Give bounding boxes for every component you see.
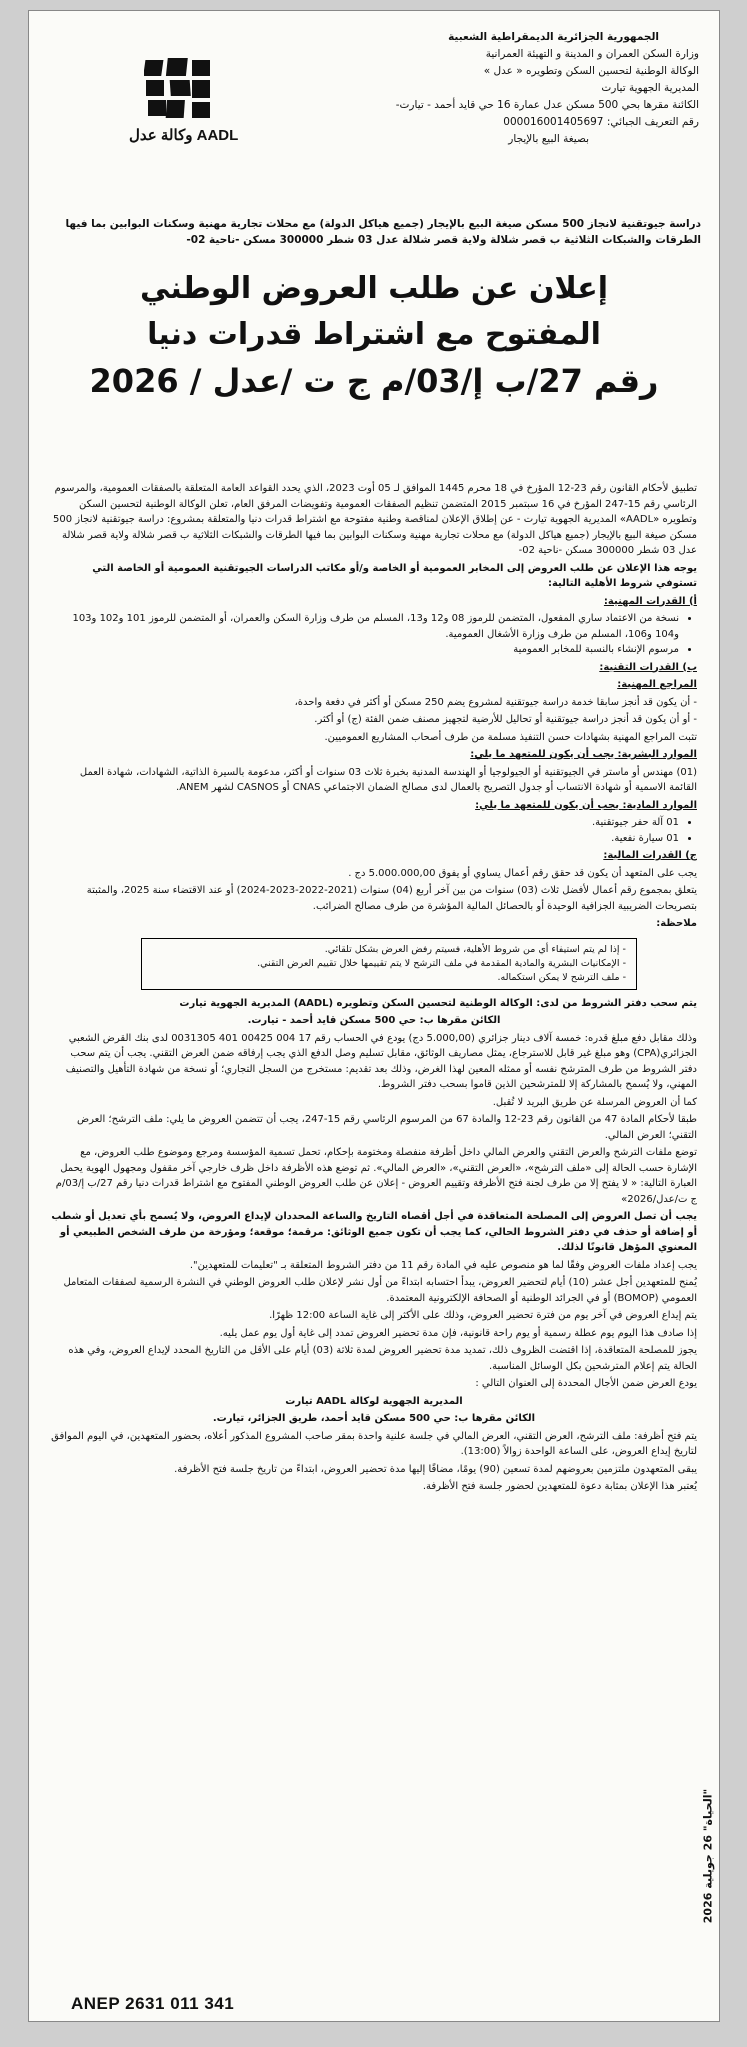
list-item: • 01 سيارة نفعية. <box>51 831 679 847</box>
section-heading: ج) القدرات المالية: <box>603 850 697 861</box>
header-block <box>259 29 699 148</box>
header-line: وزارة السكن العمران و المدينة و التهيئة العمرانية <box>485 48 699 60</box>
paragraph: يجب على المتعهد أن يكون قد حقق رقم أعمال يساوي أو يفوق 5.000.000,00 دج . <box>348 867 697 879</box>
header-line: الجمهورية الجزائرية الديمقراطية الشعبية <box>448 31 659 43</box>
paragraph: إذا صادف هذا اليوم يوم عطلة رسمية أو يوم راحة قانونية، فإن مدة تحضير العروض تمدد إلى غاية أول يوم عمل يليه. <box>219 1327 697 1339</box>
list-item: • نسخة من الاعتماد ساري المفعول، المتضمن للرموز 08 و12 و13، المسلم من طرف وزارة السكن والعمران، أو المتضمن للرموز 101 و102 و103 و104 و106، المسلم من طرف وزارة الأشغال العمومية. <box>51 611 679 642</box>
paragraph: توضع ملفات الترشح والعرض التقني والعرض المالي داخل أظرفة منفصلة ومختومة بإحكام، تحمل تسمية المؤسسة ومرجع وموضوع طلب العروض، مع الإشارة حسب الحالة إلى «ملف الترشح»، «العرض التقني»، «العرض المالي». ثم توضع هذه الأظرفة داخل ظرف خارجي آخر مقفول ومجهول الهوية يحمل العبارة التالية: « لا يفتح إلا من طرف لجنة فتح الأظرفة وتقييم العروض - إعلان عن طلب العروض الوطني المفتوح مع اشتراط قدرات دنيا رقم 27/ب إ/03/م ج ت/عدل/2026» <box>55 1147 697 1205</box>
sub-heading: المراجع المهنية: <box>617 679 697 690</box>
sub-heading: الموارد المادية: يجب أن يكون للمتعهد ما يلي: <box>475 799 697 811</box>
subject-text: دراسة جيوتقنية لانجاز 500 مسكن صيغة البيع بالإيجار (جميع هياكل الدولة) مع محلات تجارية مهنية وسكنات البوابين بما فيها الطرقات والشبكات الثلاثية ب قصر شلالة ولاية قصر شلالة عدل 03 شطر 300000 مسكن -ناحية 02- <box>65 218 701 246</box>
paragraph: وذلك مقابل دفع مبلغ قدره: خمسة آلاف دينار جزائري (5.000,00 دج) يودع في الحساب رقم 17 004 00425 401 0031305 لدى بنك القرض الشعبي الجزائري(CPA) وهو مبلغ غير قابل للاسترجاع، يمثل مصاريف الوثائق، مقابل تسليم وصل الدفع الذي يجب إرفاقه ضمن العرض التقني. يجب أن يتم سحب دفتر الشروط من طرف المترشح نفسه أو ممثله المعين لهذا الغرض، وذلك بعد تقديم: مستخرج من السجل التجاري؛ أو نسخة من شهادة التأهيل والتصنيف المهني، ولا يُسمح بالمشاركة إلا للمترشحين الذين قاموا بسحب دفتر الشروط. <box>65 1032 697 1090</box>
notice-box <box>141 938 637 990</box>
header-line: الكائنة مقرها بحي 500 مسكن عدل عمارة 16 حي قايد أحمد - تيارت- <box>395 99 699 111</box>
newspaper-page <box>28 10 720 2022</box>
paragraph: كما أن العروض المرسلة عن طريق البريد لا تُقبل. <box>492 1096 697 1108</box>
paragraph: (01) مهندس أو ماستر في الجيوتقنية أو الجيولوجيا أو الهندسة المدنية بخبرة ثلاث 03 سنوات أو أكثر، مدعومة بالسيرة الذاتية، الشهادات، شهادة العمل القائمة الاسمية أو شهادة الانتساب أو جدول التصريح بالعمال لدى مصالح الضمان الاجتماعي CNAS أو CASNOS لشهر ANEM. <box>79 766 697 793</box>
section-heading: أ) القدرات المهنية: <box>603 595 697 607</box>
paragraph: يبقى المتعهدون ملتزمين بعروضهم لمدة تسعين (90) يومًا، مضافًا إليها مدة تحضير العروض، ابتداءً من تاريخ جلسة فتح الأظرفة. <box>174 1463 697 1475</box>
paragraph: طبقا لأحكام المادة 47 من القانون رقم 23-12 والمادة 67 من المرسوم الرئاسي رقم 15-247، يجب أن تتضمن العروض ما يلي: ملف الترشح؛ العرض التقني؛ العرض المالي. <box>76 1114 697 1141</box>
notice-line: - ملف الترشح لا يمكن استكماله. <box>497 971 626 983</box>
announcement-title <box>49 266 699 404</box>
header-line: رقم التعريف الجبائي: 000016001405697 <box>503 116 699 128</box>
paragraph: يوجه هذا الإعلان عن طلب العروض إلى المخابر العمومية أو الخاصة و/أو مكاتب الدراسات الجيوتقنية العمومية أو الخاصة التي تستوفي شروط الأهلية التالية: <box>92 562 697 589</box>
announcement-body <box>51 481 697 1497</box>
paragraph: يتعلق بمجموع رقم أعمال لأفضل ثلاث (03) سنوات من بين آخر أربع (04) سنوات (2021-2022-2023-2024) أو عند الاقتضاء سنة 2025، والمثبتة بتصريحات الضريبية الجزافية الوحيدة أو بالحصائل المالية المؤشرة من طرف مصالح الضرائب. <box>86 885 697 912</box>
header-line: بصيغة البيع بالإيجار <box>508 133 589 145</box>
list-item: • مرسوم الإنشاء بالنسبة للمخابر العمومية <box>51 642 679 658</box>
paragraph: - أن يكون قد أنجز سابقا خدمة دراسة جيوتقنية لمشروع يضم 250 مسكن أو أكثر في دفعة واحدة، <box>294 696 697 708</box>
paragraph: يتم سحب دفتر الشروط من لدى: الوكالة الوطنية لتحسين السكن وتطويره (AADL) المديرية الجهوية تيارت <box>179 997 697 1009</box>
sub-heading: الموارد البشرية: يجب أن يكون للمتعهد ما يلي: <box>470 749 697 760</box>
paragraph: يجوز للمصلحة المتعاقدة، إذا اقتضت الظروف ذلك، تمديد مدة تحضير العروض لمدة ثلاثة (03) أيام على الأقل من التاريخ المحدد لإيداع العروض، وفي هذه الحالة يتم إعلام المترشحين بكل الوسائل المناسبة. <box>68 1345 697 1372</box>
paragraph: - أو أن يكون قد أنجز دراسة جيوتقنية أو تحاليل للأرضية لتجهيز مصنف ضمن الفئة (ج) أو أكثر. <box>314 714 697 725</box>
paragraph: يتم إيداع العروض في آخر يوم من فترة تحضير العروض، وذلك على الأكثر إلى غاية الساعة 12:00 ظهرًا. <box>269 1310 697 1321</box>
paragraph: تطبيق لأحكام القانون رقم 23-12 المؤرخ في 18 محرم 1445 الموافق لـ 05 أوت 2023، الذي يحدد القواعد العامة المتعلقة بالصفقات العمومية، والمرسوم الرئاسي رقم 15-247 المؤرخ في 16 سبتمبر 2015 المتضمن تنظيم الصفقات العمومية وتفويضات المرفق العام، تعلن الوكالة الوطنية لتحسين السكن وتطويره «AADL» المديرية الجهوية تيارت - عن إطلاق الإعلان لمناقصة وطنية مفتوحة مع اشتراط قدرات دنيا والمتعلقة بمشروع: دراسة جيوتقنية لانجاز 500 مسكن صيغة البيع بالإيجار (جميع هياكل الدولة) مع محلات تجارية مهنية وسكنات البوابين بما فيها الطرقات والشبكات الثلاثية ب قصر شلالة ولاية قصر شلالة عدل 03 شطر 300000 مسكن -ناحية 02- <box>52 483 697 556</box>
address-line: المديرية الجهوية لوكالة AADL تيارت <box>285 1395 463 1407</box>
logo-text: وكالة عدل AADL <box>129 127 239 144</box>
header-line: المديرية الجهوية تيارت <box>601 82 699 94</box>
notice-line: - إذا لم يتم استيفاء أي من شروط الأهلية، فسيتم رفض العرض بشكل تلقائي. <box>324 943 626 955</box>
title-line: المفتوح مع اشتراط قدرات دنيا <box>147 317 601 352</box>
note-label: ملاحظة: <box>656 918 697 929</box>
notice-line: - الإمكانيات البشرية والمادية المقدمة في ملف الترشح لا يتم تقييمها خلال تقييم العرض التقني. <box>257 957 626 969</box>
paragraph: يُمنح للمتعهدين أجل عشر (10) أيام لتحضير العروض، يبدأ احتسابه ابتداءً من أول نشر لإعلان طلب العروض الوطني في النشرة الرسمية لصفقات المتعامل العمومي (BOMOP) أو في الجرائد الوطنية أو الصحافة الإلكترونية المعتمدة. <box>63 1277 697 1304</box>
list-item: • 01 آلة حفر جيوتقنية. <box>51 815 679 831</box>
anep-reference: ANEP 2631 011 341 <box>71 1994 235 2013</box>
paragraph: يجب أن تصل العروض إلى المصلحة المتعاقدة في أجل أقصاه التاريخ والساعة المحددان لإيداع العروض، ولا يُسمح بأي تعديل أو شطب أو إضافة أو حذف في دفتر الشروط الحالي، كما يجب أن تكون جميع الوثائق: مرقمة؛ موقعة؛ ومؤرخة من طرف الشخص الطبيعي أو المعنوي المؤهل قانونًا لذلك. <box>51 1211 697 1253</box>
paragraph: يُعتبر هذا الإعلان بمثابة دعوة للمتعهدين لحضور جلسة فتح الأظرفة. <box>422 1481 697 1492</box>
title-line: رقم 27/ب إ/03/م ج ت /عدل / 2026 <box>89 362 659 400</box>
paragraph: يجب إعداد ملفات العروض وفقًا لما هو منصوص عليه في المادة رقم 11 من دفتر الشروط المتعلقة بـ "تعليمات للمتعهدين". <box>189 1259 697 1271</box>
paragraph: يتم فتح أظرفة: ملف الترشح، العرض التقني، العرض المالي في جلسة علنية واحدة بمقر صاحب المشروع المذكور أعلاه، بحضور المتعهدين، في اليوم الموافق لتاريخ إيداع العروض، على الساعة الواحدة زوالاً (13:00). <box>51 1430 697 1457</box>
bullet-list <box>51 611 697 658</box>
title-line: إعلان عن طلب العروض الوطني <box>139 271 609 306</box>
aadl-logo-grid-icon <box>144 56 214 120</box>
paragraph: تثبت المراجع المهنية بشهادات حسن التنفيذ مسلمة من طرف أصحاب المشاريع العموميين. <box>324 731 697 743</box>
header-line: الوكالة الوطنية لتحسين السكن وتطويره « عدل » <box>483 65 699 77</box>
newspaper-date: "الحياة" 26 جويلية 2026 <box>701 1788 715 1924</box>
paragraph: الكائن مقرها ب: حي 500 مسكن قايد أحمد - تيارت. <box>247 1015 501 1026</box>
bullet-list <box>51 815 697 846</box>
address-line: الكائن مقرها ب: حي 500 مسكن قايد أحمد، طريق الجزائر، تيارت. <box>212 1413 536 1424</box>
paragraph: يودع العرض ضمن الأجال المحددة إلى العنوان التالي : <box>475 1378 697 1389</box>
section-heading: ب) القدرات التقنية: <box>599 661 697 673</box>
newspaper-date-strip <box>695 1731 721 1981</box>
aadl-logo <box>99 56 249 156</box>
